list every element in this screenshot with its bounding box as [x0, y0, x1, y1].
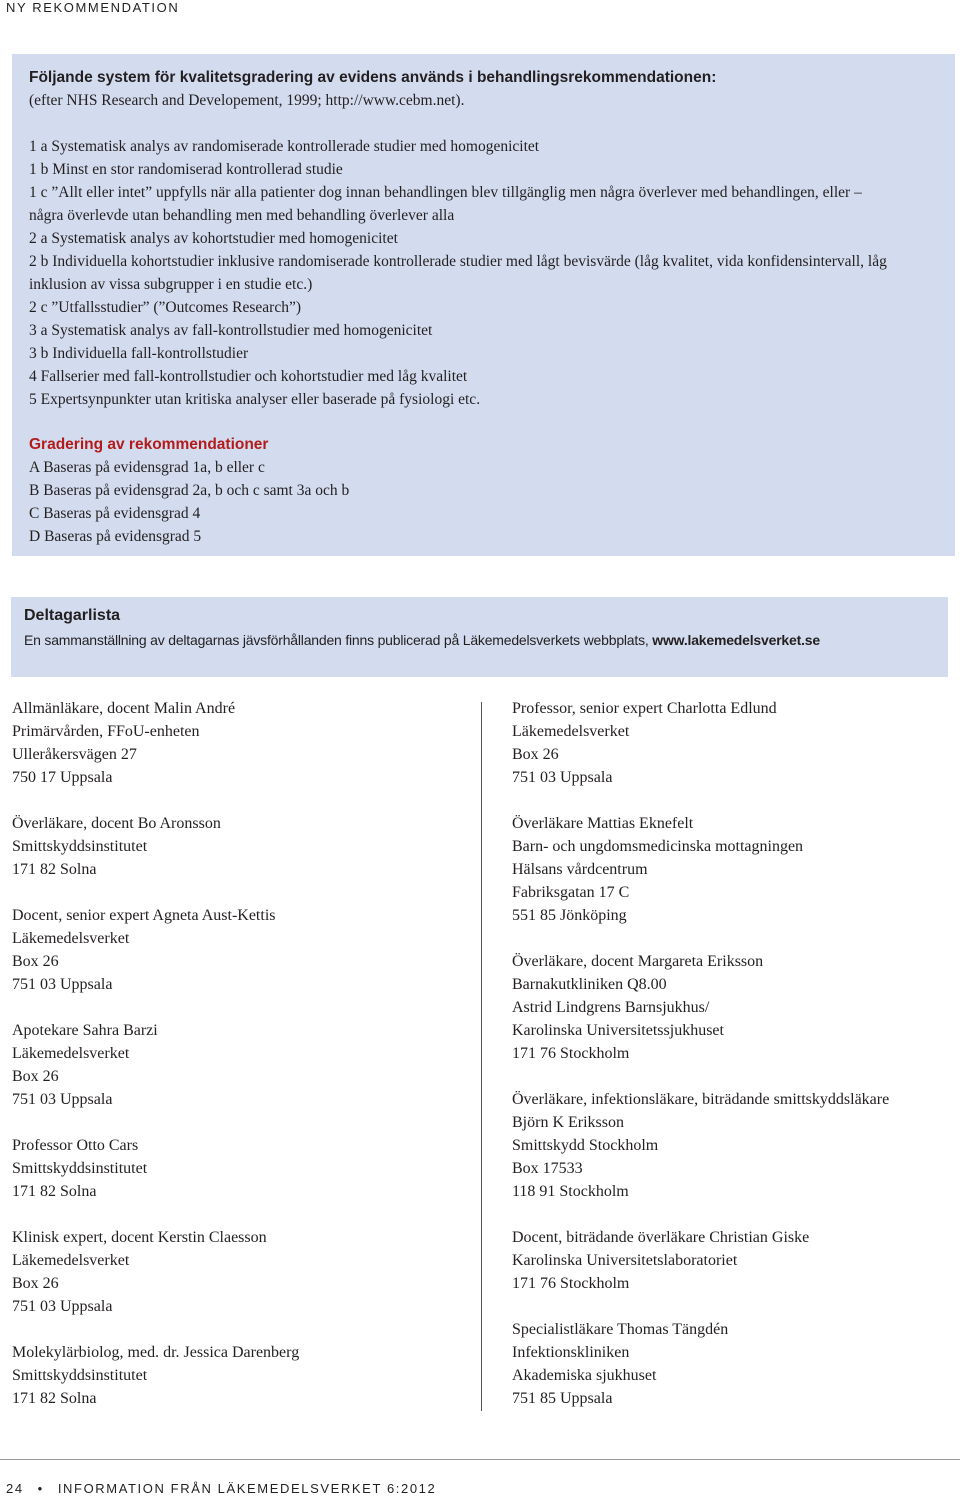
participant-entry	[512, 697, 952, 789]
evidence-level: 5 Expertsynpunkter utan kritiska analyser eller baserade på fysiologi etc.	[29, 391, 481, 408]
participant-name: Överläkare, docent Bo Aronsson	[12, 815, 221, 832]
participant-address-line: Hälsans vårdcentrum	[512, 861, 648, 878]
participant-address-line: Karolinska Universitetssjukhuset	[512, 1022, 724, 1039]
participant-name: Överläkare, docent Margareta Eriksson	[512, 953, 764, 970]
participant-address-line: 171 82 Solna	[12, 1183, 97, 1200]
participant-name: Molekylärbiolog, med. dr. Jessica Darenberg	[12, 1344, 300, 1361]
participants-description	[24, 632, 820, 648]
participant-address-line: Ulleråkersvägen 27	[12, 746, 137, 763]
participant-address-line: Karolinska Universitetslaboratoriet	[512, 1252, 738, 1269]
participant-name: Klinisk expert, docent Kerstin Claesson	[12, 1229, 267, 1246]
participant-address-line: Smittskyddsinstitutet	[12, 838, 148, 855]
evidence-level: 1 c ”Allt eller intet” uppfylls när alla patienter dog innan behandlingen blev tillgänglig men några överlever med behandlingen, eller – några överlevde utan behandling men med behandling överlever alla	[29, 184, 862, 224]
participant-address-line: Akademiska sjukhuset	[512, 1367, 657, 1384]
participant-address-line: Box 26	[12, 1068, 59, 1085]
section-label: NY REKOMMENDATION	[6, 0, 180, 15]
participant-address-line: Läkemedelsverket	[12, 1045, 130, 1062]
participant-name: Docent, biträdande överläkare Christian Giske	[512, 1229, 810, 1246]
publication-name: INFORMATION FRÅN LÄKEMEDELSVERKET 6:2012	[57, 1481, 437, 1496]
page-number: 24	[6, 1481, 24, 1496]
participant-address-line: 171 76 Stockholm	[512, 1275, 630, 1292]
participant-name: Docent, senior expert Agneta Aust-Kettis	[12, 907, 276, 924]
participant-address-line: 750 17 Uppsala	[12, 769, 113, 786]
participant-address-line: Astrid Lindgrens Barnsjukhus/	[512, 999, 710, 1016]
participant-address-line: 118 91 Stockholm	[512, 1183, 629, 1200]
evidence-level: 1 b Minst en stor randomiserad kontrollerad studie	[29, 161, 343, 178]
participant-entry	[12, 1134, 472, 1203]
participants-box	[11, 597, 948, 677]
participant-list-right	[512, 697, 952, 1433]
participant-entry	[512, 950, 952, 1065]
participants-description-text: En sammanställning av deltagarnas jävsförhållanden finns publicerad på Läkemedelsverkets webbplats,	[24, 632, 653, 648]
participant-address-line: Primärvården, FFoU-enheten	[12, 723, 200, 740]
participant-address-line: 751 03 Uppsala	[12, 1091, 113, 1108]
evidence-source: (efter NHS Research and Developement, 1999; http://www.cebm.net).	[29, 92, 465, 109]
participant-entry	[12, 697, 472, 789]
participant-name: Allmänläkare, docent Malin André	[12, 700, 236, 717]
participant-entry	[12, 904, 472, 996]
participant-address-line: Läkemedelsverket	[512, 723, 630, 740]
participant-address-line: Box 26	[512, 746, 559, 763]
participant-entry	[12, 812, 472, 881]
participant-address-line: 751 03 Uppsala	[12, 1298, 113, 1315]
evidence-level: 2 b Individuella kohortstudier inklusive randomiserade kontrollerade studier med lågt bevisvärde (låg kvalitet, vida konfidensintervall, låg inklusion av vissa subgrupper i en studie etc.)	[29, 253, 887, 293]
grading-heading: Gradering av rekommendationer	[29, 436, 269, 453]
evidence-grading-box	[12, 54, 955, 556]
grade-item: D Baseras på evidensgrad 5	[29, 528, 202, 545]
participant-entry	[512, 812, 952, 927]
participant-name: Överläkare Mattias Eknefelt	[512, 815, 694, 832]
participant-address-line: 751 85 Uppsala	[512, 1390, 613, 1407]
website-link[interactable]: www.lakemedelsverket.se	[652, 632, 820, 648]
evidence-level: 4 Fallserier med fall-kontrollstudier och kohortstudier med låg kvalitet	[29, 368, 468, 385]
participant-address-line: 171 82 Solna	[12, 1390, 97, 1407]
evidence-level: 2 c ”Utfallsstudier” (”Outcomes Research”)	[29, 299, 301, 316]
participant-address-line: Barn- och ungdomsmedicinska mottagningen	[512, 838, 804, 855]
participant-address-line: Box 26	[12, 1275, 59, 1292]
participant-entry	[12, 1341, 472, 1410]
participant-address-line: 171 76 Stockholm	[512, 1045, 630, 1062]
footer-rule	[0, 1459, 960, 1460]
evidence-level: 3 a Systematisk analys av fall-kontrollstudier med homogenicitet	[29, 322, 433, 339]
evidence-level: 1 a Systematisk analys av randomiserade kontrollerade studier med homogenicitet	[29, 138, 540, 155]
evidence-level: 3 b Individuella fall-kontrollstudier	[29, 345, 249, 362]
participant-address-line: Box 17533	[512, 1160, 583, 1177]
participant-address-line: 171 82 Solna	[12, 861, 97, 878]
participant-entry	[12, 1019, 472, 1111]
participant-address-line: Läkemedelsverket	[12, 1252, 130, 1269]
participant-address-line: Läkemedelsverket	[12, 930, 130, 947]
participant-address-line: Smittskyddsinstitutet	[12, 1367, 148, 1384]
participant-entry	[12, 1226, 472, 1318]
participant-name: Professor, senior expert Charlotta Edlund	[512, 700, 777, 717]
page-footer	[6, 1481, 436, 1496]
participant-address-line: Box 26	[12, 953, 59, 970]
participants-title: Deltagarlista	[24, 607, 121, 624]
participant-address-line: 751 03 Uppsala	[512, 769, 613, 786]
participant-name: Professor Otto Cars	[12, 1137, 139, 1154]
participant-name: Apotekare Sahra Barzi	[12, 1022, 158, 1039]
footer-separator: •	[37, 1481, 44, 1496]
participant-entry	[512, 1226, 952, 1295]
participant-name: Överläkare, infektionsläkare, biträdande smittskyddsläkare	[512, 1091, 890, 1108]
grade-item: A Baseras på evidensgrad 1a, b eller c	[29, 459, 265, 476]
participant-address-line: Björn K Eriksson	[512, 1114, 624, 1131]
participant-address-line: Infektionskliniken	[512, 1344, 630, 1361]
grade-item: C Baseras på evidensgrad 4	[29, 505, 201, 522]
grade-item: B Baseras på evidensgrad 2a, b och c samt 3a och b	[29, 482, 350, 499]
column-divider	[481, 702, 482, 1411]
participant-name: Specialistläkare Thomas Tängdén	[512, 1321, 729, 1338]
evidence-level: 2 a Systematisk analys av kohortstudier med homogenicitet	[29, 230, 398, 247]
participant-address-line: 551 85 Jönköping	[512, 907, 627, 924]
participant-address-line: Fabriksgatan 17 C	[512, 884, 630, 901]
participant-address-line: Smittskydd Stockholm	[512, 1137, 659, 1154]
participant-address-line: Smittskyddsinstitutet	[12, 1160, 148, 1177]
participant-entry	[512, 1088, 952, 1203]
participant-address-line: 751 03 Uppsala	[12, 976, 113, 993]
participant-list-left	[12, 697, 472, 1433]
participant-entry	[512, 1318, 952, 1410]
participant-address-line: Barnakutkliniken Q8.00	[512, 976, 667, 993]
evidence-heading: Följande system för kvalitetsgradering av evidens används i behandlingsrekommendationen:	[29, 69, 717, 86]
